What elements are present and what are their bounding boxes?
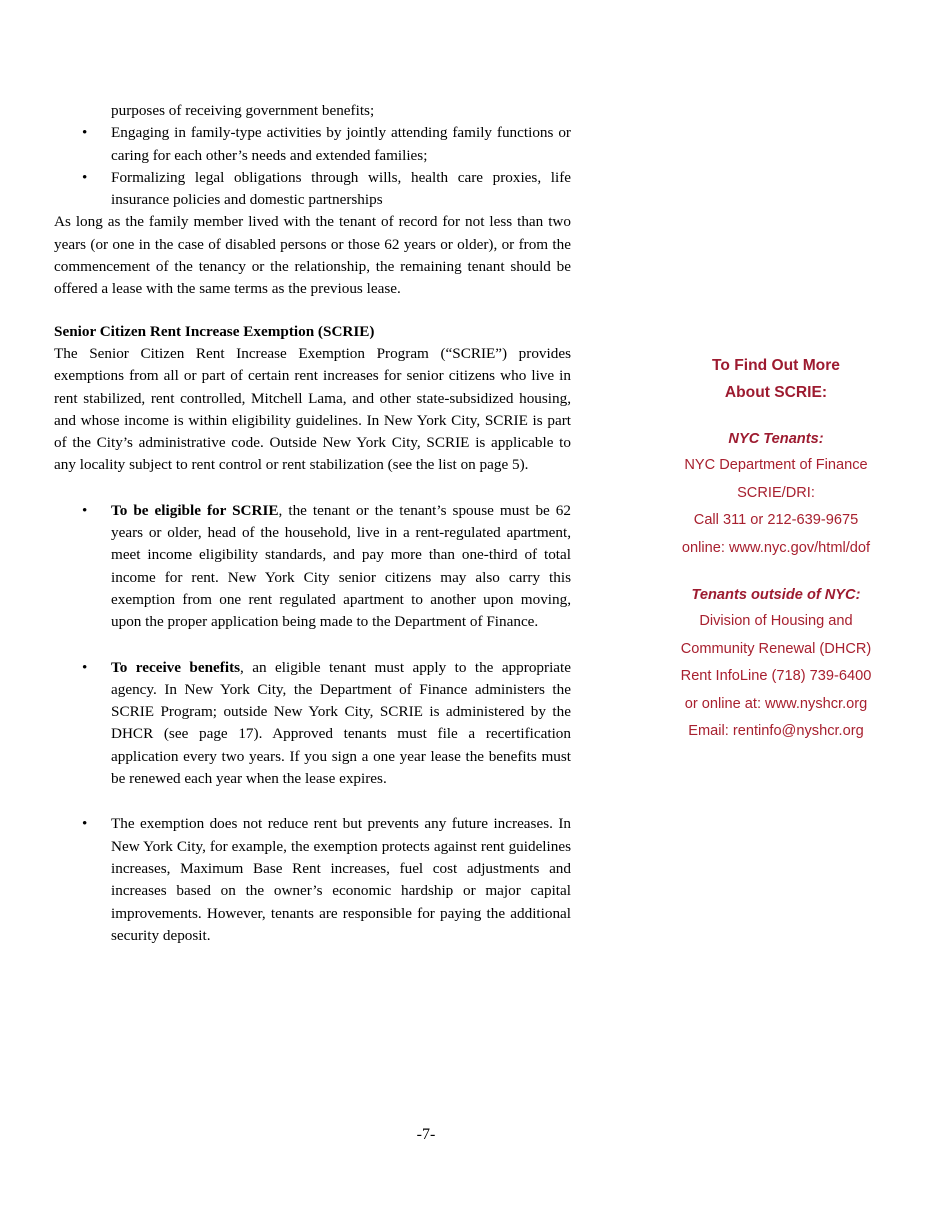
paragraph-family-member: As long as the family member lived with the tenant of record for not less than two years (or one in the case of disabled persons or those 62 years or older), or from the commencement of the tenancy or the relationship, the remaining tenant should be offered a lease with the same terms as the previous lease.	[54, 213, 571, 298]
list-spacer	[54, 790, 571, 813]
bullet-glyph: •	[82, 501, 88, 519]
bullet-glyph: •	[82, 124, 88, 142]
sidebar-find-out-more	[648, 352, 904, 746]
sidebar-title-line2: About SCRIE:	[724, 384, 828, 401]
list-item	[54, 167, 571, 212]
sidebar-line: Community Renewal (DHCR)	[680, 640, 872, 657]
list-item-lead: To be eligible for SCRIE	[111, 501, 279, 519]
list-item	[54, 813, 571, 947]
sidebar-line: Division of Housing and	[699, 613, 853, 629]
list-item-lead: To receive benefits	[111, 658, 241, 676]
sidebar-group-outside-nyc	[648, 582, 904, 746]
list-item-text: , the tenant or the tenant’s spouse must be 62 years or older, head of the household, live in a rent-regulated apartment, meet income eligibility standards, and pay more than one-third of total income for rent. New York City senior citizens may also carry this exemption from one rent regulated apartment to another upon moving, upon the proper application being made to the Department of Finance.	[111, 501, 571, 631]
main-text-column	[54, 100, 571, 947]
bullet-list-scrie	[54, 500, 571, 947]
page-number: -7-	[416, 1126, 436, 1143]
bullet-glyph: •	[82, 168, 88, 186]
sidebar-line: NYC Department of Finance	[684, 457, 868, 473]
list-item-text: Engaging in family-type activities by jointly attending family functions or caring for each other’s needs and extended families;	[111, 124, 571, 164]
sidebar-line: Rent InfoLine (718) 739-6400	[680, 668, 872, 684]
list-item	[54, 500, 571, 634]
sidebar-title-line1: To Find Out More	[712, 357, 840, 374]
sidebar-email-link[interactable]: Email: rentinfo@nyshcr.org	[688, 723, 864, 739]
list-spacer	[54, 634, 571, 657]
sidebar-line: Call 311 or 212-639-9675	[693, 512, 859, 528]
sidebar-link-dof[interactable]: online: www.nyc.gov/html/dof	[681, 539, 871, 556]
page-footer	[0, 1126, 950, 1144]
list-item-text: Formalizing legal obligations through wills, health care proxies, life insurance policies and domestic partnerships	[111, 168, 571, 209]
sidebar-subhead-nyc: NYC Tenants:	[728, 431, 824, 447]
heading-scrie: Senior Citizen Rent Increase Exemption (SCRIE)	[54, 322, 375, 340]
continued-line: purposes of receiving government benefits;	[111, 102, 375, 119]
list-item	[54, 657, 571, 791]
list-item	[54, 122, 571, 167]
sidebar-group-nyc	[648, 426, 904, 562]
list-item-text: The exemption does not reduce rent but prevents any future increases. In New York City, for example, the exemption protects against rent guidelines increases, Maximum Base Rent increases, fuel cost adjustments and increases based on the owner’s economic hardship or major capital improvements. However, tenants are responsible for paying the additional security deposit.	[111, 815, 571, 944]
list-item-text: , an eligible tenant must apply to the appropriate agency. In New York City, the Department of Finance administers the SCRIE Program; outside New York City, SCRIE is administered by the DHCR (see page 17). Approved tenants must file a recertification application every two years. If you sign a one year lease the benefits must be renewed each year when the lease expires.	[111, 658, 571, 788]
bullet-glyph: •	[82, 815, 88, 833]
paragraph-scrie-intro: The Senior Citizen Rent Increase Exemption Program (“SCRIE”) provides exemptions from all or part of certain rent increases for senior citizens who live in rent stabilized, rent controlled, Mitchell Lama, and other state-subsidized housing, and whose income is within eligibility guidelines. In New York City, SCRIE is part of the City’s administrative code. Outside New York City, SCRIE is applicable to any locality subject to rent control or rent stabilization (see the list on page 5).	[54, 344, 571, 474]
bullet-glyph: •	[82, 658, 88, 676]
sidebar-subhead-outside-nyc: Tenants outside of NYC:	[691, 587, 861, 603]
bullet-list-top	[54, 122, 571, 211]
sidebar-link-nyshcr[interactable]: or online at: www.nyshcr.org	[684, 695, 868, 712]
sidebar-line: SCRIE/DRI:	[737, 484, 815, 501]
